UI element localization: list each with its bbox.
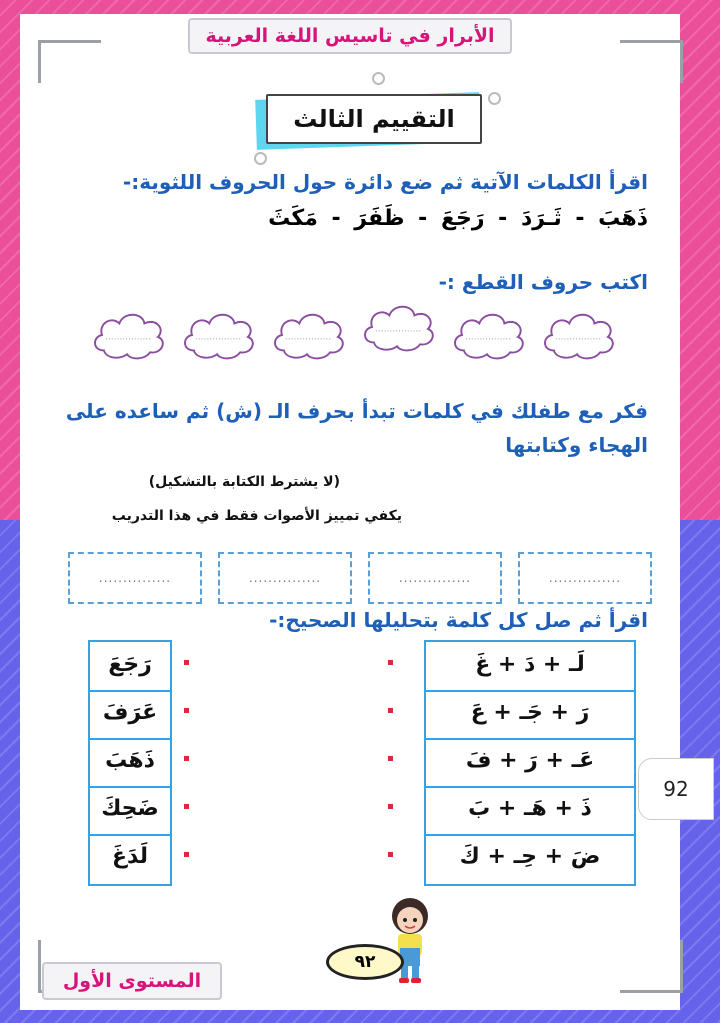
match-dot[interactable] — [184, 804, 189, 809]
match-dot[interactable] — [388, 708, 393, 713]
word-cell: ذَهَبَ — [90, 738, 170, 788]
question-1-text: اقرأ الكلمات الآتية ثم ضع دائرة حول الحروف اللثوية:- — [122, 170, 648, 194]
question-3-text: فكر مع طفلك في كلمات تبدأ بحرف الـ (ش) ثم ساعده على الهجاء وكتابتها — [65, 399, 648, 457]
book-title-banner: الأبرار في تاسيس اللغة العربية — [188, 18, 512, 54]
question-1-words: ذَهَبَ - ثَـرَدَ - رَجَعَ - ظَفَرَ - مَكَثَ — [268, 206, 648, 231]
note-condition: (لا يشترط الكتابة بالتشكيل) — [148, 474, 340, 490]
analysis-cell: لَـ + دَ + غَ — [426, 642, 634, 692]
match-dot[interactable] — [388, 756, 393, 761]
page-number: ٩٢ — [326, 944, 404, 980]
analysis-cell: ضَ + حِـ + كَ — [459, 844, 601, 869]
word-cell: رَجَعَ — [90, 642, 170, 692]
question-4-text: اقرأ ثم صل كل كلمة بتحليلها الصحيح:- — [269, 608, 648, 632]
cloud-shape[interactable] — [360, 300, 438, 354]
cloud-answer-area — [90, 300, 650, 370]
corner-frame — [620, 40, 683, 83]
match-dot[interactable] — [184, 756, 189, 761]
cloud-shape[interactable] — [450, 308, 528, 362]
answer-box[interactable]: ............... — [218, 552, 352, 604]
level-banner: المستوى الأول — [42, 962, 222, 1000]
answer-box[interactable]: ............... — [368, 552, 502, 604]
page-number-tab: 92 — [638, 758, 714, 820]
words-column — [88, 640, 172, 886]
lesson-title: التقييم الثالث — [266, 94, 482, 144]
word-cell: لَدَغَ — [112, 844, 148, 869]
match-dot[interactable] — [388, 660, 393, 665]
analysis-column — [424, 640, 636, 886]
cloud-shape[interactable] — [270, 308, 348, 362]
cloud-shape[interactable] — [180, 308, 258, 362]
match-dot[interactable] — [184, 708, 189, 713]
decor-circle — [372, 72, 385, 85]
match-dot[interactable] — [388, 852, 393, 857]
analysis-cell: ذَ + هَـ + بَ — [426, 786, 634, 836]
match-dot[interactable] — [388, 804, 393, 809]
analysis-cell: عَـ + رَ + فَ — [426, 738, 634, 788]
match-dot[interactable] — [184, 660, 189, 665]
corner-frame — [620, 940, 683, 993]
corner-frame — [38, 40, 101, 83]
decor-circle — [254, 152, 267, 165]
analysis-cell: رَ + جَـ + عَ — [426, 690, 634, 740]
word-cell: ضَحِكَ — [90, 786, 170, 836]
match-dot[interactable] — [184, 852, 189, 857]
decor-circle — [488, 92, 501, 105]
answer-box[interactable]: ............... — [518, 552, 652, 604]
cloud-shape[interactable] — [90, 308, 168, 362]
word-cell: عَرَفَ — [90, 690, 170, 740]
note-sounds: يكفي تمييز الأصوات فقط في هذا التدريب — [111, 508, 402, 524]
cloud-shape[interactable] — [540, 308, 618, 362]
answer-box[interactable]: ............... — [68, 552, 202, 604]
question-2-text: اكتب حروف القطع :- — [438, 270, 648, 294]
